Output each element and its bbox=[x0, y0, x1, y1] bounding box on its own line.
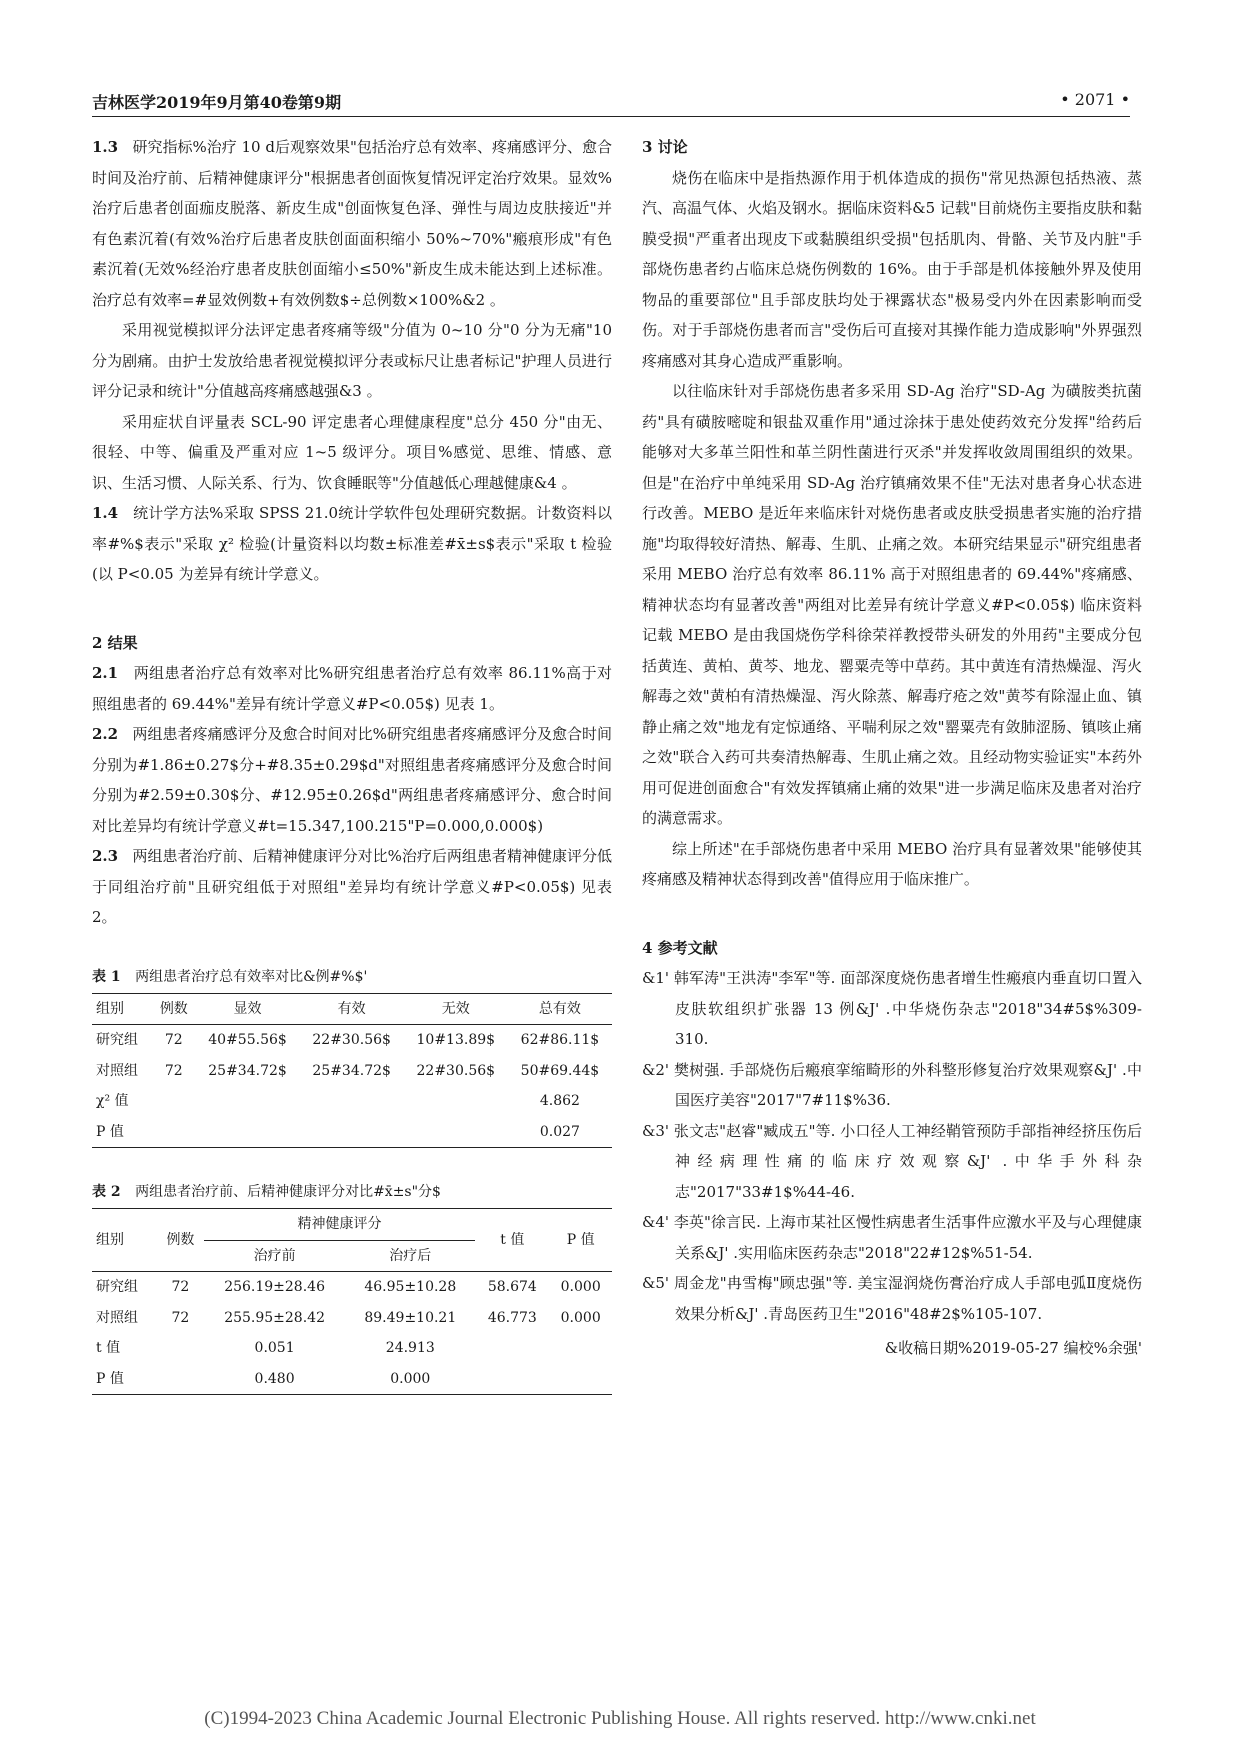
table-cell: 46.773 bbox=[487, 1309, 537, 1326]
table-row bbox=[92, 1025, 612, 1056]
paragraph-text: 两组患者疼痛感评分及愈合时间对比%研究组患者疼痛感评分及愈合时间分别为#1.86±0.27$分+#8.35±0.29$d"对照组患者疼痛感评分及愈合时间分别为#2.59±0.30$分、#12.95±0.26$d"两组患者疼痛感评分、愈合时间对比差异均有统计学意义#t=15.347,100.215"P=0.000,0.000$) bbox=[92, 725, 612, 835]
table-cell: 0.480 bbox=[254, 1370, 295, 1387]
table-cell: 72 bbox=[164, 1032, 183, 1048]
column-header: 组别 bbox=[96, 1231, 124, 1248]
table-cell: 24.913 bbox=[385, 1340, 435, 1356]
table-cell: 10#13.89$ bbox=[416, 1032, 496, 1048]
table-row bbox=[92, 1272, 612, 1303]
column-header: 组别 bbox=[96, 1000, 124, 1017]
section-number: 2.2 bbox=[92, 725, 119, 743]
table-cell: 22#30.56$ bbox=[416, 1062, 496, 1079]
table-cell: 72 bbox=[171, 1309, 190, 1326]
table-1 bbox=[92, 993, 612, 1149]
section-number: 2.1 bbox=[92, 664, 119, 682]
paragraph-vas: 采用视觉模拟评分法评定患者疼痛等级"分值为 0~10 分"0 分为无痛"10 分为剧痛。由护士发放给患者视觉模拟评分表或标尺让患者标记"护理人员进行评分记录和统计"分值越高疼痛感越强&3 。 bbox=[92, 321, 612, 400]
received-date-note: &收稿日期%2019-05-27 编校%余强' bbox=[884, 1339, 1142, 1357]
table-cell: 0.000 bbox=[560, 1279, 601, 1295]
table-title: 两组患者治疗前、后精神健康评分对比#x̄±s"分$ bbox=[135, 1184, 441, 1200]
table-1-caption bbox=[92, 965, 612, 989]
discussion-paragraph: 综上所述"在手部烧伤患者中采用 MEBO 治疗具有显著效果"能够使其疼痛感及精神状态得到改善"值得应用于临床推广。 bbox=[642, 839, 1142, 888]
table-row bbox=[92, 1086, 612, 1117]
column-header: 无效 bbox=[441, 1000, 470, 1017]
table-header-row bbox=[92, 993, 612, 1025]
right-column bbox=[642, 132, 1142, 1364]
table-cell: 72 bbox=[171, 1279, 190, 1295]
column-header: t 值 bbox=[500, 1231, 525, 1248]
column-header: 例数 bbox=[159, 1000, 188, 1017]
table-cell: 0.000 bbox=[560, 1309, 601, 1326]
table-row bbox=[92, 1333, 612, 1364]
paragraph-1-3 bbox=[92, 132, 612, 315]
paragraph-2-2 bbox=[92, 719, 612, 841]
discussion-paragraph: 烧伤在临床中是指热源作用于机体造成的损伤"常见热源包括热液、蒸汽、高温气体、火焰及钢水。据临床资料&5 记载"目前烧伤主要指皮肤和黏膜受损"严重者出现皮下或黏膜组织受损"包括肌肉、骨骼、关节及内脏"手部烧伤患者约占临床总烧伤例数的 16%。由于手部是机体接触外界及使用物品的重要部位"且手部皮肤均处于裸露状态"极易受内外在因素影响而受伤。对于手部烧伤患者而言"受伤后可直接对其操作能力造成影响"外界强烈疼痛感对其身心造成严重影响。 bbox=[642, 168, 1142, 370]
table-header-row bbox=[92, 1209, 612, 1241]
table-cell: 50#69.44$ bbox=[520, 1062, 600, 1079]
paragraph-1-4 bbox=[92, 498, 612, 590]
table-cell: 0.000 bbox=[390, 1370, 431, 1387]
column-group-header: 精神健康评分 bbox=[204, 1209, 475, 1241]
discussion-paragraph: 以往临床针对手部烧伤患者多采用 SD-Ag 治疗"SD-Ag 为磺胺类抗菌药"具有磺胺嘧啶和银盐双重作用"通过涂抹于患处使药效充分发挥"给药后能够对大多革兰阳性和革兰阴性菌进行灭杀"并发挥收敛周围组织的效果。但是"在治疗中单纯采用 SD-Ag 治疗镇痛效果不佳"无法对患者身心状态进行改善。MEBO 是近年来临床针对烧伤患者或皮肤受损患者实施的治疗措施"均取得较好清热、解毒、生肌、止痛之效。本研究结果显示"研究组患者采用 MEBO 治疗总有效率 86.11% 高于对照组患者的 69.44%"疼痛感、精神状态均有显著改善"两组对比差异有统计学意义#P<0.05$) 临床资料记载 MEBO 是由我国烧伤学科徐荣祥教授带头研发的外用药"主要成分包括黄连、黄柏、黄芩、地龙、罂粟壳等中草药。其中黄连有清热燥湿、泻火解毒之效"黄柏有清热燥湿、泻火除蒸、解毒疗疮之效"黄芩有除湿止血、镇静止痛之效"地龙有定惊通络、平喘利尿之效"罂粟壳有敛肺涩肠、镇咳止痛之效"联合入药可共奏清热解毒、生肌止痛之效。且经动物实验证实"本药外用可促进创面愈合"有效发挥镇痛止痛的效果"进一步满足临床及患者对治疗的满意需求。 bbox=[642, 382, 1142, 827]
table-row bbox=[92, 1056, 612, 1087]
journal-title: 吉林医学2019年9月第40卷第9期 bbox=[92, 93, 342, 112]
table-cell: P 值 bbox=[96, 1370, 124, 1387]
table-cell: 0.051 bbox=[254, 1340, 295, 1356]
column-header: 总有效 bbox=[538, 1000, 581, 1017]
section-number: 1.4 bbox=[92, 504, 119, 522]
table-cell: 40#55.56$ bbox=[208, 1032, 287, 1048]
table-cell: t 值 bbox=[96, 1340, 121, 1356]
paragraph-text: 两组患者治疗总有效率对比%研究组患者治疗总有效率 86.11%高于对照组患者的 69.44%"差异有统计学意义#P<0.05$) 见表 1。 bbox=[92, 664, 613, 713]
table-cell: 25#34.72$ bbox=[312, 1062, 391, 1079]
table-cell: 255.95±28.42 bbox=[224, 1309, 325, 1326]
table-cell: 4.862 bbox=[539, 1093, 580, 1109]
table-cell: 对照组 bbox=[96, 1062, 138, 1079]
paragraph-2-3 bbox=[92, 841, 612, 933]
copyright-footer: (C)1994-2023 China Academic Journal Electronic Publishing House. All rights reserved. http://www.cnki.net bbox=[204, 1708, 1036, 1729]
table-row bbox=[92, 1303, 612, 1334]
section-heading-results: 2 结果 bbox=[92, 633, 138, 652]
table-label: 表 1 bbox=[92, 968, 121, 985]
paragraph-text: 两组患者治疗前、后精神健康评分对比%治疗后两组患者精神健康评分低于同组治疗前"且研究组低于对照组"差异均有统计学意义#P<0.05$) 见表 2。 bbox=[92, 847, 612, 926]
table-cell: 256.19±28.46 bbox=[224, 1279, 325, 1295]
table-2-caption bbox=[92, 1180, 612, 1204]
table-cell: 22#30.56$ bbox=[312, 1032, 391, 1048]
column-header: 治疗前 bbox=[253, 1247, 296, 1264]
left-column bbox=[92, 132, 612, 1395]
reference-item: &4' 李英"徐言民. 上海市某社区慢性病患者生活事件应激水平及与心理健康关系&J' .实用临床医药杂志"2018"22#12$%51-54. bbox=[642, 1213, 1142, 1262]
table-cell: 72 bbox=[164, 1062, 183, 1079]
table-cell: 研究组 bbox=[96, 1032, 138, 1048]
paragraph-text: 统计学方法%采取 SPSS 21.0统计学软件包处理研究数据。计数资料以率#%$表示"采取 χ² 检验(计量资料以均数±标准差#x̄±s$表示"采取 t 检验(以 P<0.05 为差异有统计学意义。 bbox=[92, 504, 612, 583]
table-cell: 89.49±10.21 bbox=[364, 1309, 457, 1326]
column-header: 有效 bbox=[337, 1000, 366, 1017]
column-header: 显效 bbox=[233, 1000, 262, 1017]
table-row bbox=[92, 1364, 612, 1395]
section-number: 1.3 bbox=[92, 138, 119, 156]
reference-item: &2' 樊树强. 手部烧伤后瘢痕挛缩畸形的外科整形修复治疗效果观察&J' .中国医疗美容"2017"7#11$%36. bbox=[642, 1060, 1142, 1109]
table-cell: χ² 值 bbox=[96, 1093, 129, 1109]
table-label: 表 2 bbox=[92, 1184, 121, 1200]
page-number: • 2071 • bbox=[1060, 90, 1130, 109]
table-title: 两组患者治疗总有效率对比&例#%$' bbox=[135, 968, 368, 985]
table-cell: P 值 bbox=[96, 1123, 124, 1140]
table-cell: 对照组 bbox=[96, 1309, 138, 1326]
section-heading-discussion: 3 讨论 bbox=[642, 138, 688, 156]
column-header: 例数 bbox=[166, 1231, 195, 1248]
table-cell: 46.95±10.28 bbox=[364, 1279, 457, 1295]
table-cell: 0.027 bbox=[539, 1123, 580, 1140]
table-cell: 58.674 bbox=[487, 1279, 537, 1295]
section-heading-references: 4 参考文献 bbox=[642, 938, 718, 957]
paragraph-2-1 bbox=[92, 658, 612, 719]
reference-item: &1' 韩军涛"王洪涛"李军"等. 面部深度烧伤患者增生性瘢痕内垂直切口置入皮肤软组织扩张器 13 例&J' .中华烧伤杂志"2018"34#5$%309-310. bbox=[642, 969, 1142, 1048]
section-number: 2.3 bbox=[92, 847, 119, 865]
column-header: 治疗后 bbox=[389, 1247, 432, 1264]
reference-item: &3' 张文志"赵睿"臧成五"等. 小口径人工神经鞘管预防手部指神经挤压伤后神经病理性痛的临床疗效观察&J' .中华手外科杂志"2017"33#1$%44-46. bbox=[642, 1121, 1142, 1201]
paragraph-text: 研究指标%治疗 10 d后观察效果"包括治疗总有效率、疼痛感评分、愈合时间及治疗前、后精神健康评分"根据患者创面恢复情况评定治疗效果。显效%治疗后患者创面痂皮脱落、新皮生成"创面恢复色泽、弹性与周边皮肤接近"并有色素沉着(有效%治疗后患者皮肤创面面积缩小 50%~70%"瘢痕形成"有色素沉着(无效%经治疗患者皮肤创面缩小≤50%"新皮生成未能达到上述标准。治疗总有效率=#显效例数+有效例数$÷总例数×100%&2 。 bbox=[92, 138, 612, 309]
table-cell: 62#86.11$ bbox=[520, 1032, 600, 1048]
table-cell: 25#34.72$ bbox=[208, 1062, 287, 1079]
column-header: P 值 bbox=[566, 1231, 595, 1248]
paragraph-scl90: 采用症状自评量表 SCL-90 评定患者心理健康程度"总分 450 分"由无、很轻、中等、偏重及严重对应 1~5 级评分。项目%感觉、思维、情感、意识、生活习惯、人际关系、行为、饮食睡眠等"分值越低心理越健康&4 。 bbox=[92, 412, 612, 492]
table-2 bbox=[92, 1208, 612, 1395]
running-header bbox=[92, 86, 1130, 117]
reference-item: &5' 周金龙"冉雪梅"顾忠强"等. 美宝湿润烧伤膏治疗成人手部电弧Ⅱ度烧伤效果分析&J' .青岛医药卫生"2016"48#2$%105-107. bbox=[642, 1274, 1142, 1323]
table-row bbox=[92, 1117, 612, 1148]
table-cell: 研究组 bbox=[96, 1279, 138, 1295]
